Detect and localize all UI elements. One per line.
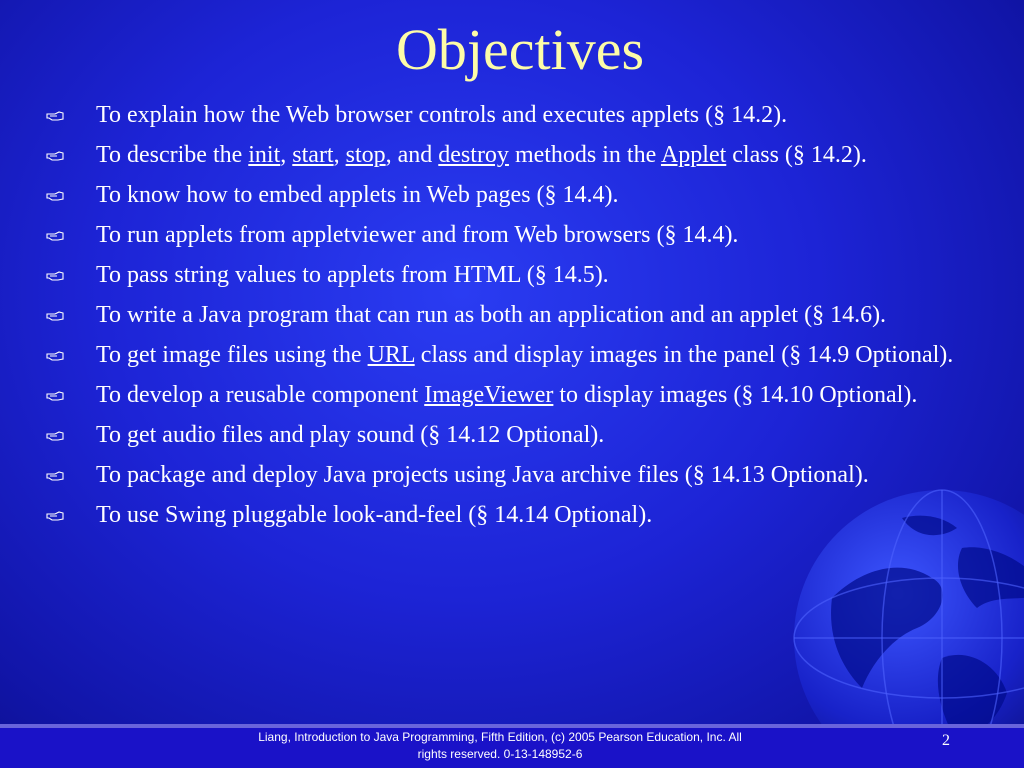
objective-text: class and display images in the panel (§ 14.9 Optional). xyxy=(414,342,954,368)
objective-text: , and xyxy=(385,142,439,168)
objective-text: To run applets from appletviewer and from Web browsers (§ 14.4). xyxy=(96,222,739,248)
objective-text: To get image files using the xyxy=(96,342,368,368)
list-item xyxy=(46,217,1000,253)
url-link[interactable]: URL xyxy=(367,342,415,368)
slide-title: Objectives xyxy=(395,17,645,82)
copyright-line-1: Liang, Introduction to Java Programming, Fifth Edition, (c) 2005 Pearson Education, Inc. All xyxy=(258,730,742,744)
list-item xyxy=(46,337,1000,373)
pointing-hand-icon xyxy=(46,229,64,243)
pointing-hand-icon xyxy=(46,509,64,523)
page-number: 2 xyxy=(942,732,950,749)
destroy-link[interactable]: destroy xyxy=(438,142,509,168)
pointing-hand-icon xyxy=(46,149,64,163)
objective-text: , xyxy=(280,142,293,168)
objective-text: methods in the xyxy=(508,142,661,168)
objective-text: To explain how the Web browser controls and executes applets (§ 14.2). xyxy=(96,102,788,128)
objective-text: To package and deploy Java projects using Java archive files (§ 14.13 Optional). xyxy=(96,462,869,488)
list-item xyxy=(46,417,1000,453)
pointing-hand-icon xyxy=(46,349,64,363)
footer-bar xyxy=(0,724,1024,768)
list-item xyxy=(46,377,1000,413)
objective-text: To know how to embed applets in Web pages (§ 14.4). xyxy=(96,182,619,208)
objective-text: to display images (§ 14.10 Optional). xyxy=(553,382,918,408)
list-item xyxy=(46,257,1000,293)
objectives-list xyxy=(46,97,1000,537)
objective-text: To describe the xyxy=(96,142,249,168)
imageviewer-link[interactable]: ImageViewer xyxy=(424,382,554,408)
applet-link[interactable]: Applet xyxy=(660,142,727,168)
objective-text: To pass string values to applets from HTML (§ 14.5). xyxy=(96,262,609,288)
list-item xyxy=(46,297,1000,333)
pointing-hand-icon xyxy=(46,109,64,123)
objective-text: To write a Java program that can run as both an application and an applet (§ 14.6). xyxy=(96,302,887,328)
list-item xyxy=(46,97,1000,133)
pointing-hand-icon xyxy=(46,269,64,283)
list-item xyxy=(46,177,1000,213)
start-link[interactable]: start xyxy=(292,142,334,168)
init-link[interactable]: init xyxy=(248,142,281,168)
objective-text: To get audio files and play sound (§ 14.12 Optional). xyxy=(96,422,605,448)
copyright-line-2: rights reserved. 0-13-148952-6 xyxy=(417,747,583,761)
copyright-notice xyxy=(200,729,800,763)
list-item xyxy=(46,497,1000,533)
list-item xyxy=(46,457,1000,493)
objective-text: To develop a reusable component xyxy=(96,382,425,408)
pointing-hand-icon xyxy=(46,389,64,403)
footer-divider xyxy=(0,724,1024,728)
list-item xyxy=(46,137,1000,173)
pointing-hand-icon xyxy=(46,429,64,443)
pointing-hand-icon xyxy=(46,469,64,483)
objective-text: To use Swing pluggable look-and-feel (§ 14.14 Optional). xyxy=(96,502,653,528)
objective-text: class (§ 14.2). xyxy=(726,142,867,168)
objective-text: , xyxy=(333,142,346,168)
stop-link[interactable]: stop xyxy=(345,142,386,168)
pointing-hand-icon xyxy=(46,309,64,323)
pointing-hand-icon xyxy=(46,189,64,203)
